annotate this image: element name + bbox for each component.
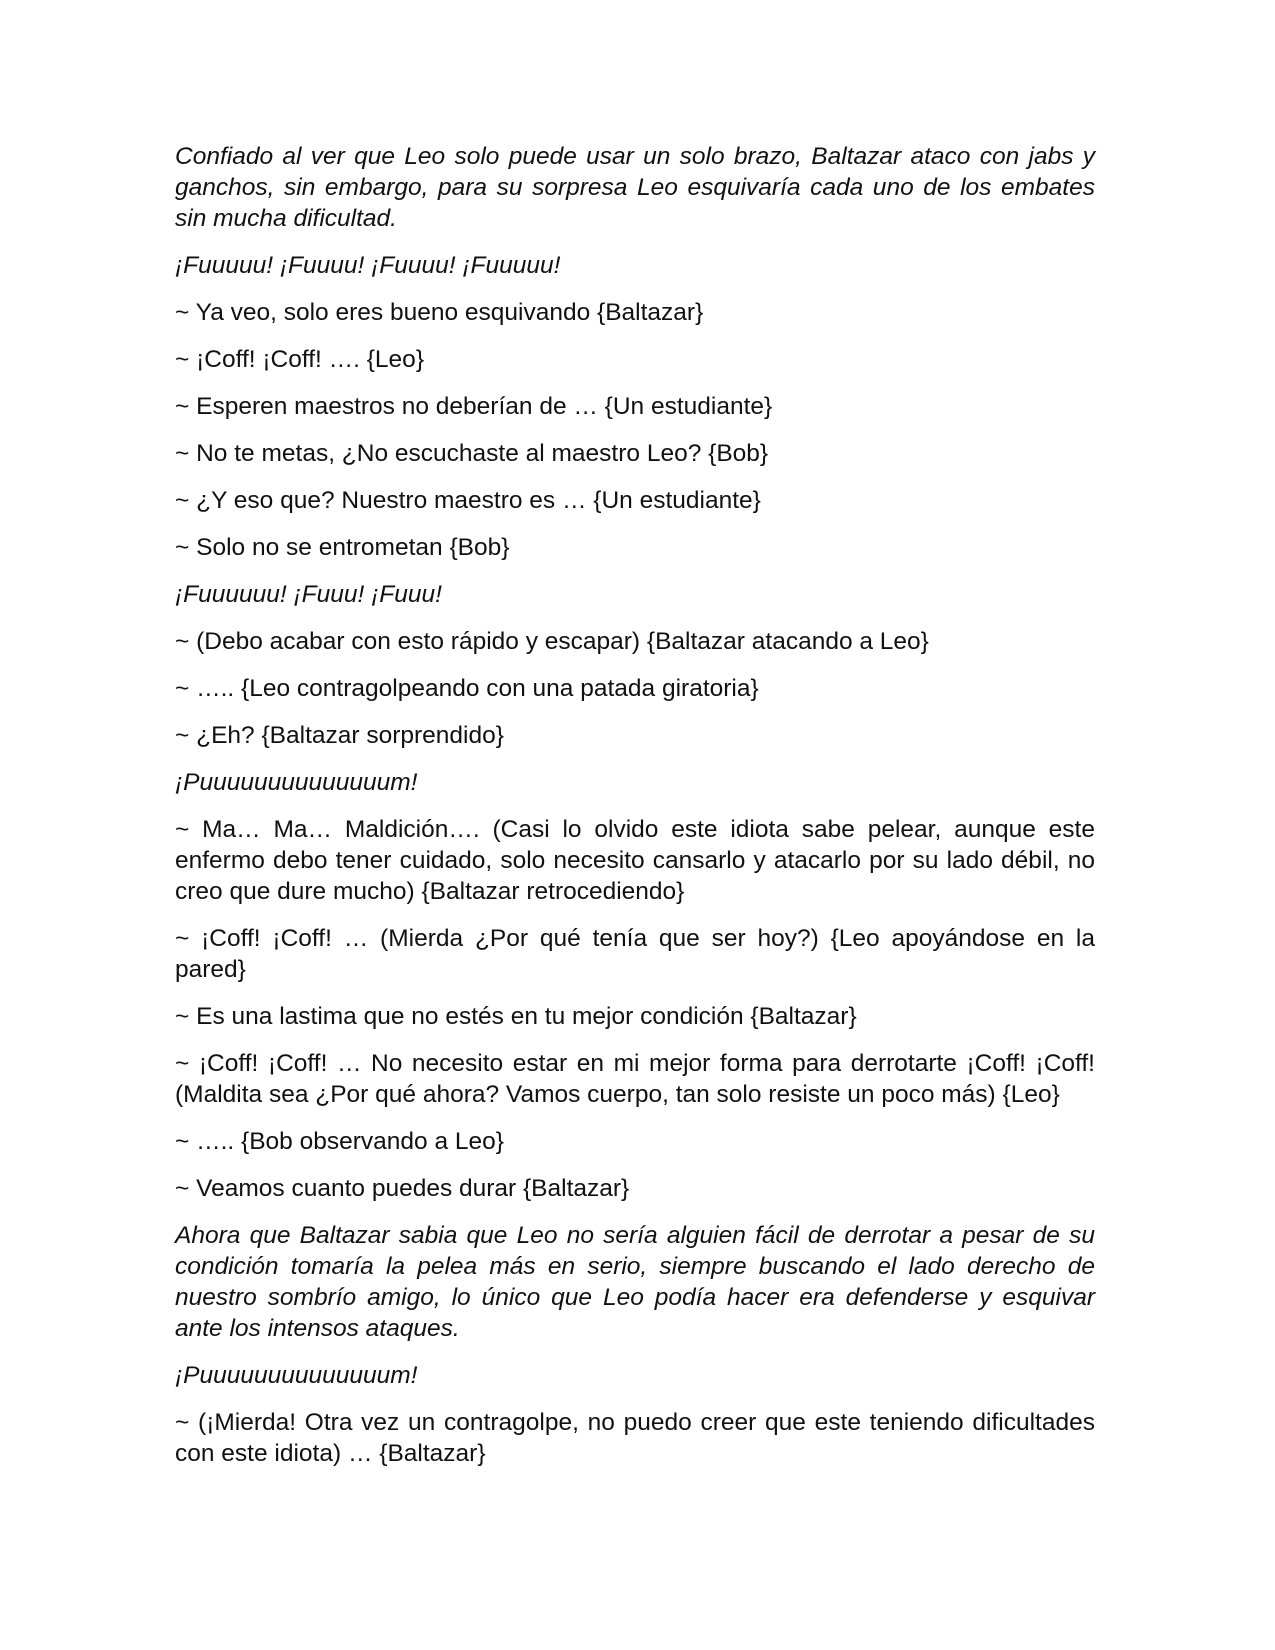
dialogue-paragraph: ~ ¡Coff! ¡Coff! … No necesito estar en mi mejor forma para derrotarte ¡Coff! ¡Coff! (Maldita sea ¿Por qué ahora? Vamos cuerpo, tan solo resiste un poco más) {Leo} [175,1050,1095,1108]
dialogue-line: ~ Esperen maestros no deberían de … {Un estudiante} [175,393,773,420]
dialogue-line: ~ ¡Coff! ¡Coff! …. {Leo} [175,346,424,373]
dialogue-line: ~ ….. {Bob observando a Leo} [175,1128,504,1155]
dialogue-line: ~ (Debo acabar con esto rápido y escapar) {Baltazar atacando a Leo} [175,628,929,655]
dialogue-paragraph: ~ ¡Coff! ¡Coff! … (Mierda ¿Por qué tenía que ser hoy?) {Leo apoyándose en la pared} [175,925,1095,983]
dialogue-paragraph: ~ Ma… Ma… Maldición…. (Casi lo olvido este idiota sabe pelear, aunque este enfermo debo tener cuidado, solo necesito cansarlo y atacarlo por su lado débil, no creo que dure mucho) {Baltazar retrocediendo} [175,816,1095,905]
dialogue-line: ~ ¿Y eso que? Nuestro maestro es … {Un estudiante} [175,487,761,514]
dialogue-line: ~ Ya veo, solo eres bueno esquivando {Baltazar} [175,299,704,326]
document-page [175,141,1095,1485]
narration-paragraph: Confiado al ver que Leo solo puede usar un solo brazo, Baltazar ataco con jabs y ganchos, sin embargo, para su sorpresa Leo esquivaría cada uno de los embates sin mucha dificultad. [175,143,1095,232]
dialogue-line: ~ Veamos cuanto puedes durar {Baltazar} [175,1175,630,1202]
narration-paragraph: Ahora que Baltazar sabia que Leo no sería alguien fácil de derrotar a pesar de su condición tomaría la pelea más en serio, siempre buscando el lado derecho de nuestro sombrío amigo, lo único que Leo podía hacer era defenderse y esquivar ante los intensos ataques. [175,1222,1095,1342]
dialogue-line: ~ ¿Eh? {Baltazar sorprendido} [175,722,504,749]
dialogue-line: ~ No te metas, ¿No escuchaste al maestro Leo? {Bob} [175,440,769,467]
sound-effect-line: ¡Puuuuuuuuuuuuuum! [175,1362,418,1389]
sound-effect-line: ¡Puuuuuuuuuuuuuum! [175,769,418,796]
dialogue-line: ~ ….. {Leo contragolpeando con una patada giratoria} [175,675,759,702]
sound-effect-line: ¡Fuuuuuu! ¡Fuuu! ¡Fuuu! [175,581,442,608]
dialogue-paragraph: ~ (¡Mierda! Otra vez un contragolpe, no puedo creer que este teniendo dificultades con este idiota) … {Baltazar} [175,1409,1095,1467]
sound-effect-line: ¡Fuuuuu! ¡Fuuuu! ¡Fuuuu! ¡Fuuuuu! [175,252,561,279]
dialogue-line: ~ Es una lastima que no estés en tu mejor condición {Baltazar} [175,1003,857,1030]
dialogue-line: ~ Solo no se entrometan {Bob} [175,534,510,561]
